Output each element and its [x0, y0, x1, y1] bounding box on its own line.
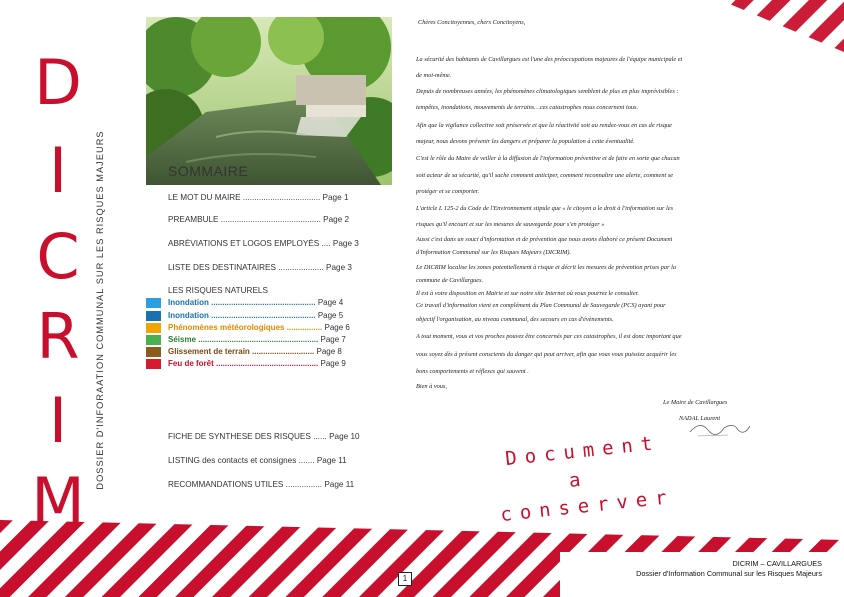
- letter-greeting: Chères Concitoyennes, chers Concitoyens,: [418, 19, 526, 26]
- toc-item-page: Page 10: [329, 432, 360, 441]
- stamp-line-3: conserver: [499, 485, 676, 527]
- letter-line: de moi-même.: [416, 72, 452, 79]
- toc-item-page: Page 4: [317, 298, 344, 307]
- toc-item-page: Page 2: [323, 215, 350, 224]
- page-number: 1: [398, 572, 412, 586]
- toc-item-seisme[interactable]: [168, 335, 380, 344]
- toc-item-page: Page 8: [316, 347, 342, 356]
- toc-item-page: Page 11: [316, 456, 347, 465]
- stamp-line-1: Document: [504, 431, 662, 471]
- letter-line: Bien à vous,: [416, 383, 447, 390]
- letter-line: majeur, nous devons prévenir les dangers et préparer la population à cette éventualité.: [416, 138, 635, 145]
- toc-item-recommandations[interactable]: [168, 480, 380, 489]
- natural-risks-header: LES RISQUES NATURELS: [168, 286, 268, 295]
- risk-square-seisme: [146, 335, 161, 345]
- toc-item-destinataires[interactable]: [168, 263, 380, 272]
- letter-line: Aussi c'est dans un souci d'information et de prévention que nous avons élaboré ce présent Document: [416, 236, 673, 243]
- letter-line: A tout moment, vous et vos proches pouvez être concernés par ces catastrophes, il est donc important que: [416, 333, 682, 340]
- sommaire-title: SOMMAIRE: [168, 163, 249, 179]
- letter-line: bons comportements et réflexes qui sauvent .: [416, 368, 529, 375]
- risk-square-inondation-2: [146, 311, 161, 321]
- handwritten-signature: [688, 418, 752, 440]
- risk-square-glissement: [146, 347, 161, 357]
- toc-item-label: PREAMBULE ............................................: [168, 215, 321, 224]
- risk-square-feu: [146, 359, 161, 369]
- toc-item-label: LISTE DES DESTINATAIRES ....................: [168, 263, 324, 272]
- toc-item-label: Séisme ......................................................: [168, 335, 319, 344]
- toc-item-label: Phénomènes météorologiques ................: [168, 323, 323, 332]
- letter-line: Depuis de nombreuses années, les phénomènes climatologiques semblent de plus en plus imprévisibles :: [416, 88, 679, 95]
- toc-item-glissement[interactable]: [168, 347, 380, 356]
- letter-line: vous soyez dès à présent conscients du danger qui peut arriver, afin que vous vous puissiez acquérir les: [416, 351, 677, 358]
- toc-item-label: Glissement de terrain ............................: [168, 347, 315, 356]
- letter-line: Ce travail d'information vient en complément du Plan Communal de Sauvegarde (PCS) ayant pour: [416, 302, 666, 309]
- letter-line: risques qu'il encourt et sur les mesures de sauvegarde pour s'en protéger »: [416, 221, 605, 228]
- letter-line: C'est le rôle du Maire de veiller à la diffusion de l'information préventive et de faire en sorte que chacun: [416, 155, 680, 162]
- toc-item-page: Page 1: [322, 193, 349, 202]
- stamp-line-2: a: [567, 468, 590, 492]
- letter-line: L'article L 125-2 du Code de l'Environnement stipule que « le citoyen a le droit à l'information sur les: [416, 205, 674, 212]
- letter-line: d'Information Communal sur les Risques Majeurs (DICRIM).: [416, 249, 572, 256]
- toc-item-page: Page 11: [324, 480, 355, 489]
- letter-line: objectif l'organisation, au niveau communal, des secours en cas d'évènements.: [416, 316, 614, 323]
- toc-item-label: LE MOT DU MAIRE ..................................: [168, 193, 321, 202]
- letter-r: R: [36, 300, 80, 373]
- toc-item-label: Inondation ...............................................: [168, 311, 316, 320]
- risk-square-inondation-1: [146, 298, 161, 308]
- toc-item-feu-de-foret[interactable]: [168, 359, 380, 368]
- toc-item-page: Page 5: [317, 311, 344, 320]
- letter-line: protéger et se comporter.: [416, 188, 480, 195]
- letter-line: Le DICRIM localise les zones potentiellement à risque et décrit les mesures de prévention prises par la: [416, 264, 676, 271]
- toc-item-fiche-synthese[interactable]: [168, 432, 380, 441]
- signature-name: NADAL Laurent: [679, 415, 721, 422]
- river-photo: [146, 17, 392, 185]
- toc-item-label: LISTING des contacts et consignes .......: [168, 456, 315, 465]
- letter-i: I: [48, 134, 68, 207]
- toc-item-page: Page 3: [326, 263, 352, 272]
- toc-item-page: Page 6: [324, 323, 350, 332]
- letter-line: soit acteur de sa sécurité, qu'il sache comment anticiper, comment reconnaître une alerte, comment se: [416, 172, 674, 179]
- toc-item-label: ABRÉVIATIONS ET LOGOS EMPLOYÉS ....: [168, 239, 331, 248]
- toc-item-label: Inondation ...............................................: [168, 298, 316, 307]
- toc-item-inondation-2[interactable]: [168, 311, 380, 320]
- toc-item-listing-contacts[interactable]: [168, 456, 380, 465]
- toc-item-inondation-1[interactable]: [168, 298, 380, 307]
- risk-square-meteo: [146, 323, 161, 333]
- toc-item-page: Page 7: [320, 335, 346, 344]
- toc-item-page: Page 9: [320, 359, 346, 368]
- footer-subtitle: Dossier d'Information Communal sur les Risques Majeurs: [636, 569, 822, 578]
- letter-i-2: I: [48, 384, 68, 457]
- letter-line: La sécurité des habitants de Cavillargues est l'une des préoccupations majeures de l'équipe municipale et: [416, 56, 683, 63]
- letter-c: C: [36, 220, 80, 293]
- toc-item-abreviations[interactable]: [168, 239, 380, 248]
- toc-item-meteo[interactable]: [168, 323, 380, 332]
- letter-m: M: [31, 464, 85, 537]
- letter-d: D: [34, 46, 82, 119]
- letter-line: Afin que la vigilance collective soit préservée et que la réactivité soit au rendez-vous en cas de risque: [416, 122, 672, 129]
- toc-item-page: Page 3: [332, 239, 359, 248]
- signature-title: Le Maire de Cavillargues: [663, 399, 728, 406]
- toc-item-preambule[interactable]: [168, 215, 380, 224]
- footer-title: DICRIM – CAVILLARGUES: [732, 559, 822, 568]
- toc-item-label: FICHE DE SYNTHESE DES RISQUES ......: [168, 432, 327, 441]
- letter-line: commune de Cavillargues.: [416, 277, 484, 284]
- vertical-title: DOSSIER D'INFORAATION COMMUNAL SUR LES RISQUES MAJEURS: [95, 130, 105, 490]
- letter-line: tempêtes, inondations, mouvements de terrains…ces catastrophes nous concernent tous.: [416, 104, 639, 111]
- toc-item-label: RECOMMANDATIONS UTILES ................: [168, 480, 323, 489]
- toc-item-label: Feu de forêt ..............................................: [168, 359, 319, 368]
- toc-item-mot-du-maire[interactable]: [168, 193, 380, 202]
- letter-line: Il est à votre disposition en Mairie et sur notre site Internet où vous pourrez le consulter.: [416, 290, 639, 297]
